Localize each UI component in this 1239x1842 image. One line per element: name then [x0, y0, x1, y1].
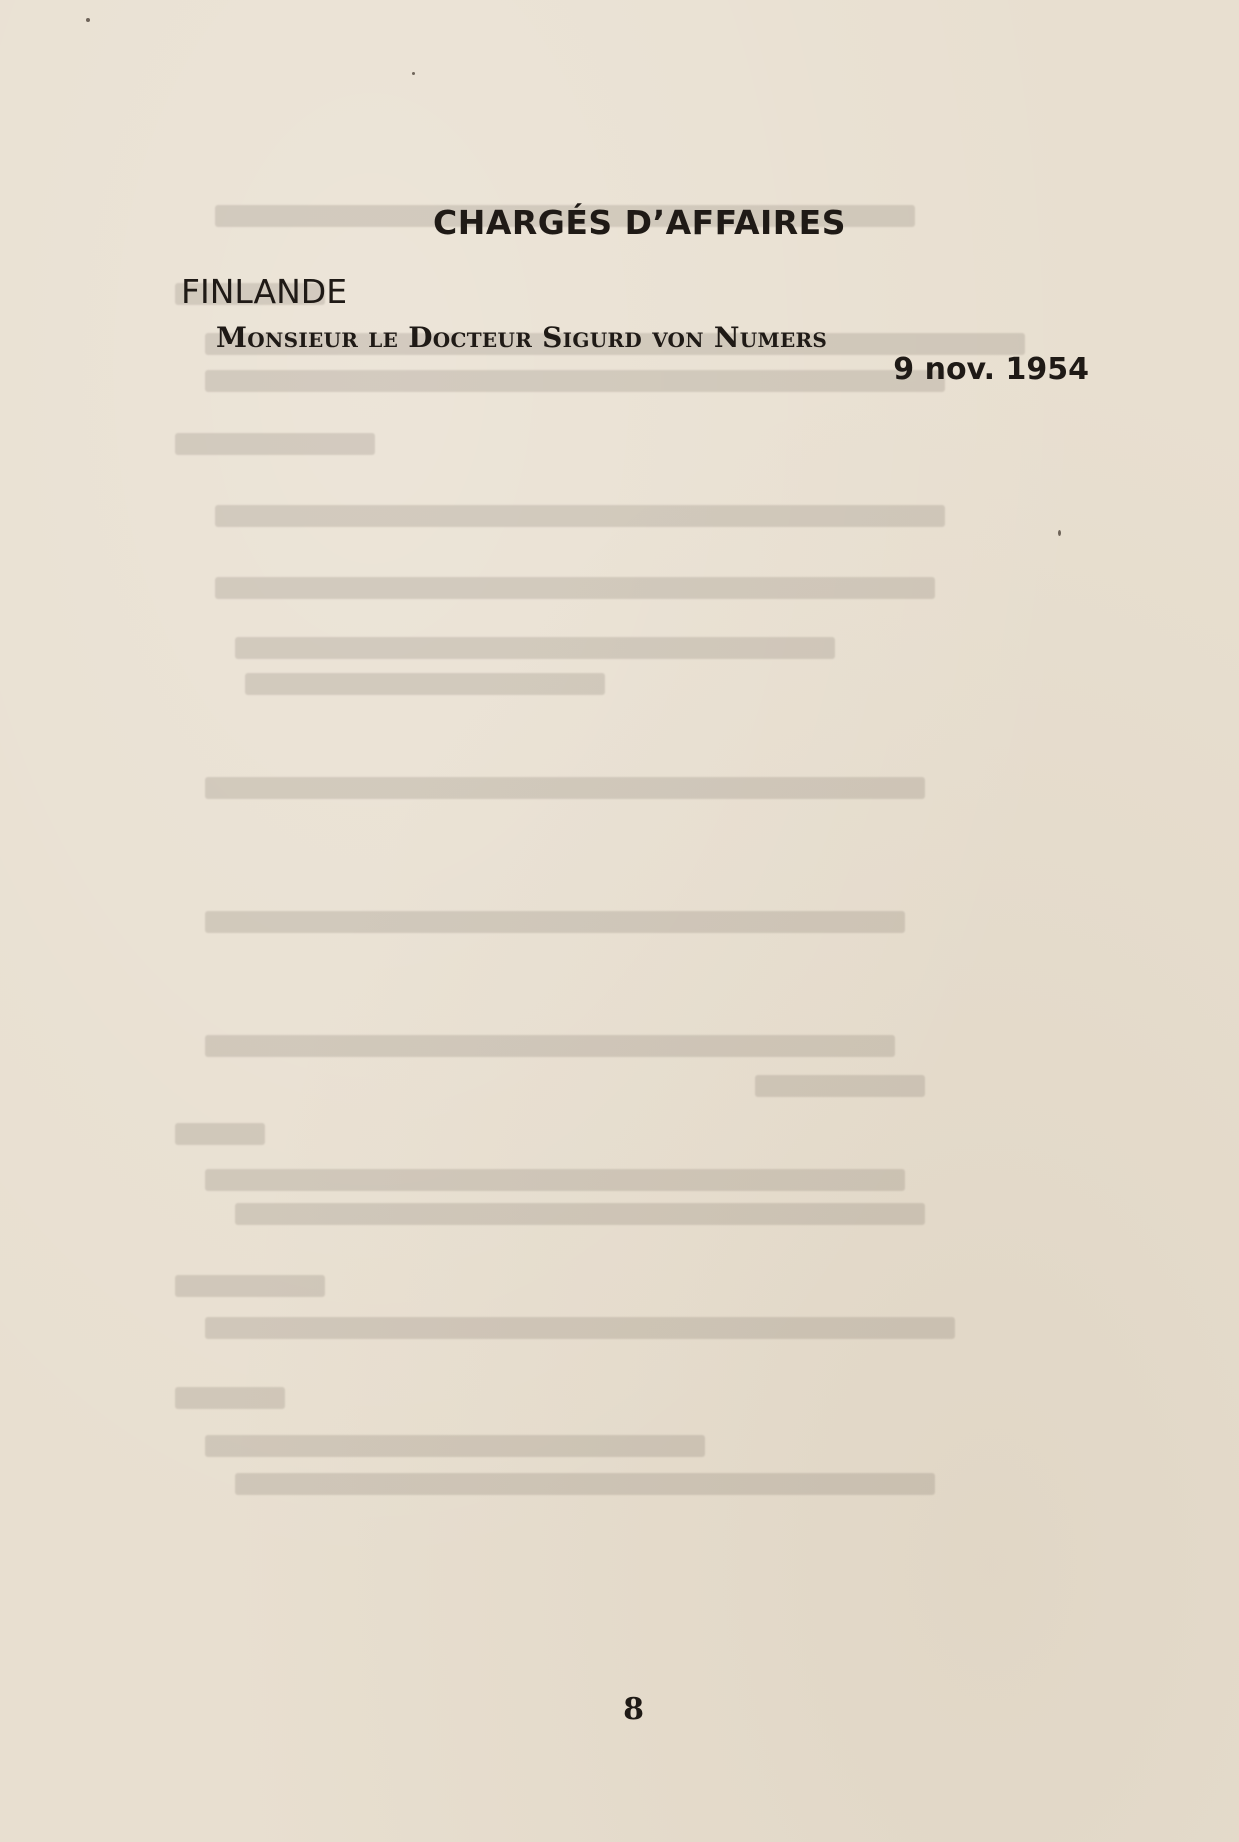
- paper-speck: [1058, 530, 1061, 536]
- paper-speck: [412, 72, 415, 75]
- paper-speck: [86, 18, 90, 22]
- section-heading: CHARGÉS D’AFFAIRES: [433, 203, 846, 242]
- reverse-side-bleed-through: [175, 205, 1095, 1505]
- page-number: 8: [623, 1692, 644, 1727]
- country-name: FINLANDE: [181, 272, 348, 311]
- charge-name: Monsieur le Docteur Sigurd von Numers: [216, 321, 828, 354]
- appointment-date: 9 nov. 1954: [893, 352, 1089, 387]
